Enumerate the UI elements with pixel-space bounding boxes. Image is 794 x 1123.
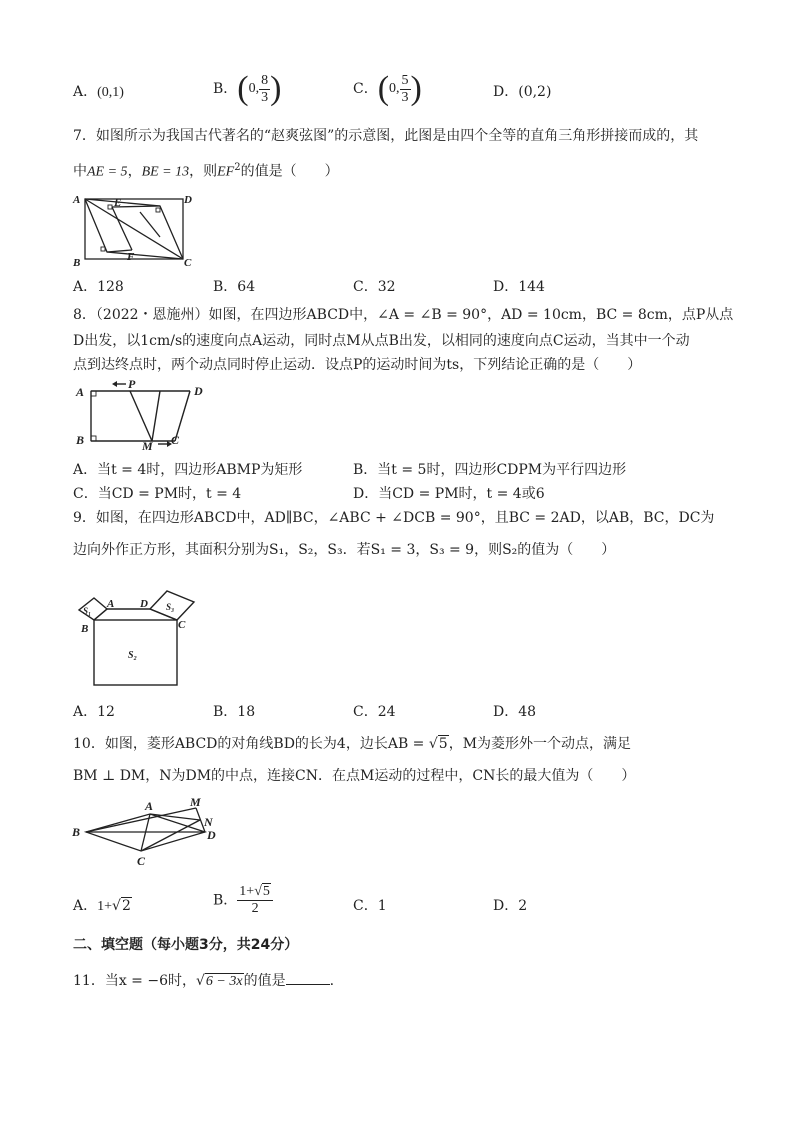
- q9-label-s3: S₃: [166, 602, 175, 612]
- q10-label-d: D: [207, 828, 216, 842]
- q7-label-f: F: [127, 251, 135, 263]
- q9-stem-line1: 9．如图，在四边形ABCD中，AD∥BC，∠ABC + ∠DCB = 90°，且BC = 2AD，以AB，BC，DC为: [73, 510, 715, 526]
- q6-option-b: B．(0, $\frac{8}{3}$ ): [213, 70, 282, 107]
- q7-label-e: E: [114, 197, 122, 209]
- q7-label-b: B: [73, 257, 81, 268]
- q10-label-m: M: [190, 795, 201, 809]
- q10-figure-rhombus: [72, 795, 224, 867]
- q10-option-c: C．1: [353, 898, 387, 914]
- q7-figure-zhaoshuang: [72, 190, 194, 268]
- q7-label-a: A: [73, 194, 81, 206]
- q8-figure-quadrilateral: [72, 378, 212, 452]
- q10-label-b: B: [72, 825, 81, 839]
- q8-stem-line2: D出发，以1cm/s的速度向点A运动，同时点M从点B出发，以相同的速度向点C运动，当其中一个动: [73, 333, 690, 349]
- q9-figure-squares: [72, 590, 198, 690]
- q7-label-d: D: [184, 194, 192, 206]
- q7-label-c: C: [184, 257, 192, 268]
- q8-option-c: C．当CD = PM时，t = 4: [73, 486, 242, 502]
- q9-label-c: C: [178, 619, 186, 631]
- q8-label-p: P: [128, 378, 136, 391]
- q6-option-a: A．(0,1): [73, 84, 124, 100]
- q7-option-c: C．32: [353, 279, 396, 295]
- q8-label-b: B: [76, 433, 85, 447]
- q8-option-d: D．当CD = PM时，t = 4或6: [353, 486, 545, 502]
- q10-option-a: A．1+√2: [73, 898, 131, 914]
- q8-stem-line3: 点到达终点时，两个动点同时停止运动．设点P的运动时间为ts，下列结论正确的是（ ）: [73, 357, 642, 373]
- q8-option-a: A．当t = 4时，四边形ABMP为矩形: [73, 462, 303, 478]
- q6-option-d: D．(0,2): [493, 84, 552, 100]
- q8-label-a: A: [76, 385, 85, 399]
- q7-option-d: D．144: [493, 279, 545, 295]
- q8-stem-line1: 8．（2022・恩施州）如图，在四边形ABCD中，∠A = ∠B = 90°，AD = 10cm，BC = 8cm，点P从点: [73, 307, 734, 323]
- q9-label-d: D: [140, 598, 148, 610]
- q8-label-m: M: [142, 439, 153, 452]
- q9-option-b: B．18: [213, 704, 256, 720]
- q8-label-c: C: [171, 433, 180, 447]
- q9-option-c: C．24: [353, 704, 396, 720]
- q10-label-n: N: [204, 815, 213, 829]
- q9-option-d: D．48: [493, 704, 537, 720]
- q10-label-a: A: [145, 799, 154, 813]
- q7-stem-line1: 7．如图所示为我国古代著名的“赵爽弦图”的示意图，此图是由四个全等的直角三角形拼接而成的，其: [73, 128, 699, 144]
- q7-option-b: B．64: [213, 279, 256, 295]
- q10-label-c: C: [137, 854, 146, 867]
- q10-option-b: B． $\frac{1+√5}{2}$: [213, 884, 273, 917]
- q7-option-a: A．128: [73, 279, 124, 295]
- section2-title: 二、填空题（每小题3分，共24分）: [73, 937, 299, 953]
- q10-stem-line1: 10．如图，菱形ABCD的对角线BD的长为4，边长AB = √5，M为菱形外一个动点，满足: [73, 736, 632, 752]
- q9-label-b: B: [81, 623, 89, 635]
- q9-label-a: A: [107, 598, 115, 610]
- q7-stem-line2: 中AE = 5，BE = 13，则$EF^2$的值是（ ）: [73, 162, 339, 180]
- q9-stem-line2: 边向外作正方形，其面积分别为S₁，S₂，S₃．若S₁ = 3，S₃ = 9，则S₂的值为（ ）: [73, 542, 616, 558]
- q9-label-s1: S₁: [83, 606, 92, 616]
- q11-answer-blank[interactable]: [286, 970, 330, 985]
- q11-stem: 11．当x = −6时，√6 − 3x的值是 .: [73, 970, 334, 992]
- q10-option-d: D．2: [493, 898, 528, 914]
- q9-option-a: A．12: [73, 704, 115, 720]
- q8-option-b: B．当t = 5时，四边形CDPM为平行四边形: [353, 462, 627, 478]
- q10-stem-line2: BM ⊥ DM，N为DM的中点，连接CN．在点M运动的过程中，CN长的最大值为（ ）: [73, 768, 636, 784]
- q9-label-s2: S₂: [128, 650, 138, 661]
- q8-label-d: D: [194, 384, 203, 398]
- q6-option-c: C．(0, $\frac{5}{3}$ ): [353, 70, 422, 107]
